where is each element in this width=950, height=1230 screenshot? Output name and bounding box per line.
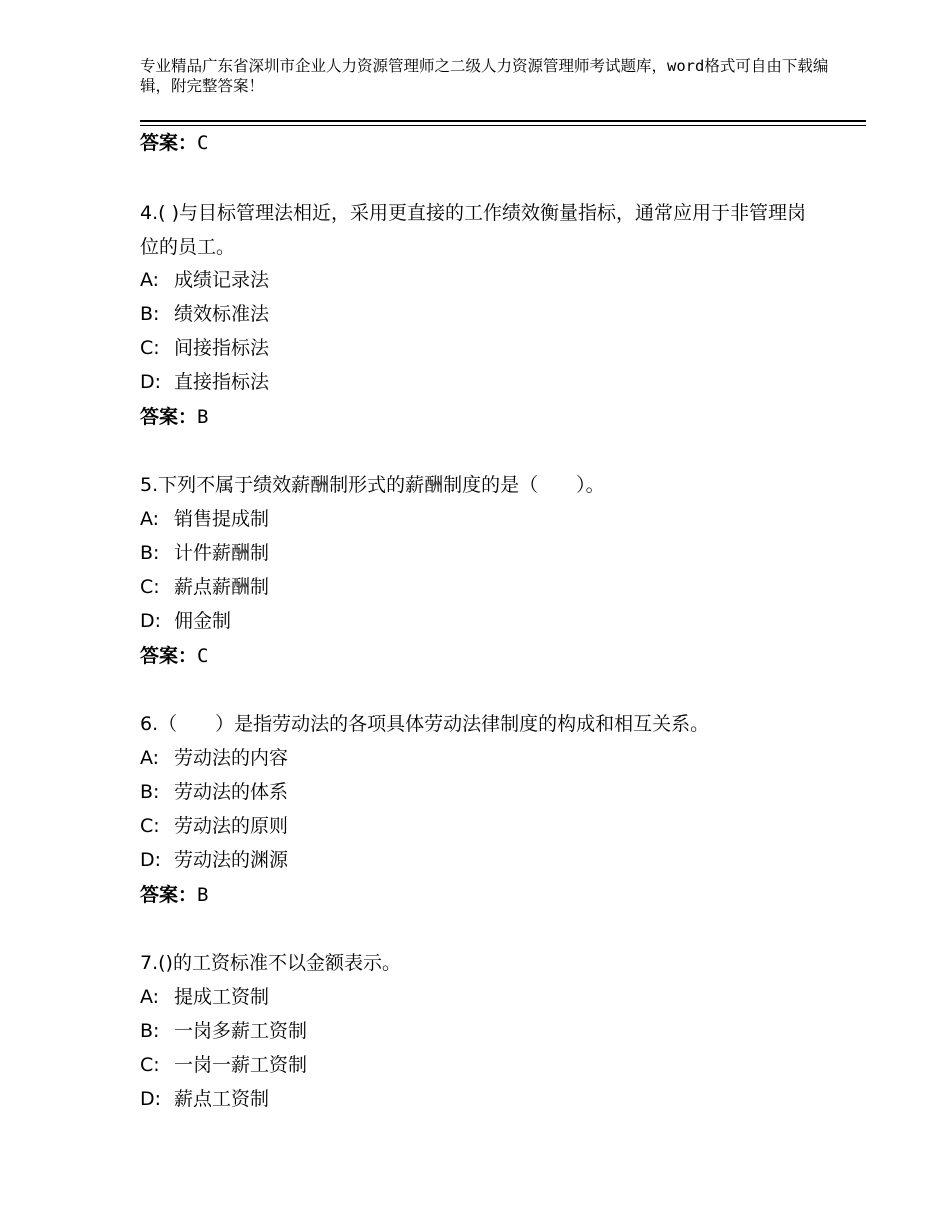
option-key: C: [140, 815, 160, 837]
option-key: A: [140, 269, 160, 291]
question-5-option-c [140, 575, 269, 599]
option-text: 一岗多薪工资制 [174, 1020, 308, 1042]
question-4-answer [140, 405, 208, 429]
answer-label: 答案： [140, 406, 198, 428]
option-text: 薪点薪酬制 [174, 576, 270, 598]
question-6-option-b [140, 780, 288, 804]
question-7-option-a [140, 985, 269, 1009]
option-text: 薪点工资制 [174, 1088, 270, 1110]
option-text: 劳动法的渊源 [174, 849, 289, 871]
answer-label: 答案： [140, 884, 198, 906]
option-key: A: [140, 986, 160, 1008]
option-text: 劳动法的体系 [174, 781, 289, 803]
option-text: 销售提成制 [174, 508, 270, 530]
question-4-option-a [140, 268, 269, 292]
option-text: 一岗一薪工资制 [174, 1054, 308, 1076]
answer-value: B [197, 884, 209, 906]
option-text: 间接指标法 [174, 337, 270, 359]
option-text: 劳动法的原则 [174, 815, 289, 837]
question-6-option-d [140, 848, 288, 872]
option-text: 提成工资制 [174, 986, 270, 1008]
question-7-option-d [140, 1087, 269, 1111]
question-7-option-b [140, 1019, 307, 1043]
option-text: 绩效标准法 [174, 303, 270, 325]
option-key: B: [140, 303, 160, 325]
option-key: A: [140, 508, 160, 530]
question-5-text: 5.下列不属于绩效薪酬制形式的薪酬制度的是（ ）。 [140, 474, 605, 496]
answer-value: B [197, 406, 209, 428]
option-text: 计件薪酬制 [174, 542, 270, 564]
option-text: 佣金制 [174, 610, 232, 632]
question-5-answer [140, 644, 208, 668]
option-key: B: [140, 781, 160, 803]
option-key: A: [140, 747, 160, 769]
question-4-text: 4.( )与目标管理法相近，采用更直接的工作绩效衡量指标，通常应用于非管理岗位的员工。 [140, 202, 806, 258]
question-4-option-b [140, 302, 269, 326]
answer-value: C [197, 645, 209, 667]
option-key: C: [140, 337, 160, 359]
header-divider-thin [140, 125, 866, 126]
answer-line [140, 131, 208, 155]
question-6-option-a [140, 746, 288, 770]
option-key: D: [140, 849, 162, 871]
answer-value: C [197, 132, 209, 154]
question-7-text: 7.()的工资标准不以金额表示。 [140, 952, 401, 974]
option-key: B: [140, 542, 160, 564]
option-key: D: [140, 610, 162, 632]
answer-label: 答案： [140, 132, 198, 154]
question-7-option-c [140, 1053, 307, 1077]
answer-label: 答案： [140, 645, 198, 667]
question-4-option-c [140, 336, 269, 360]
question-6-answer [140, 883, 208, 907]
option-key: D: [140, 371, 162, 393]
question-4-option-d [140, 370, 269, 394]
question-5-option-b [140, 541, 269, 565]
header-divider [140, 120, 866, 122]
option-text: 直接指标法 [174, 371, 270, 393]
option-text: 劳动法的内容 [174, 747, 289, 769]
question-5-option-a [140, 507, 269, 531]
option-key: D: [140, 1088, 162, 1110]
option-key: B: [140, 1020, 160, 1042]
option-text: 成绩记录法 [174, 269, 270, 291]
question-6-option-c [140, 814, 288, 838]
option-key: C: [140, 1054, 160, 1076]
option-key: C: [140, 576, 160, 598]
question-5-option-d [140, 609, 231, 633]
question-6-text: 6.（ ）是指劳动法的各项具体劳动法律制度的构成和相互关系。 [140, 713, 710, 735]
page-header: 专业精品广东省深圳市企业人力资源管理师之二级人力资源管理师考试题库，word格式可自由下载编辑，附完整答案！ [140, 57, 829, 95]
